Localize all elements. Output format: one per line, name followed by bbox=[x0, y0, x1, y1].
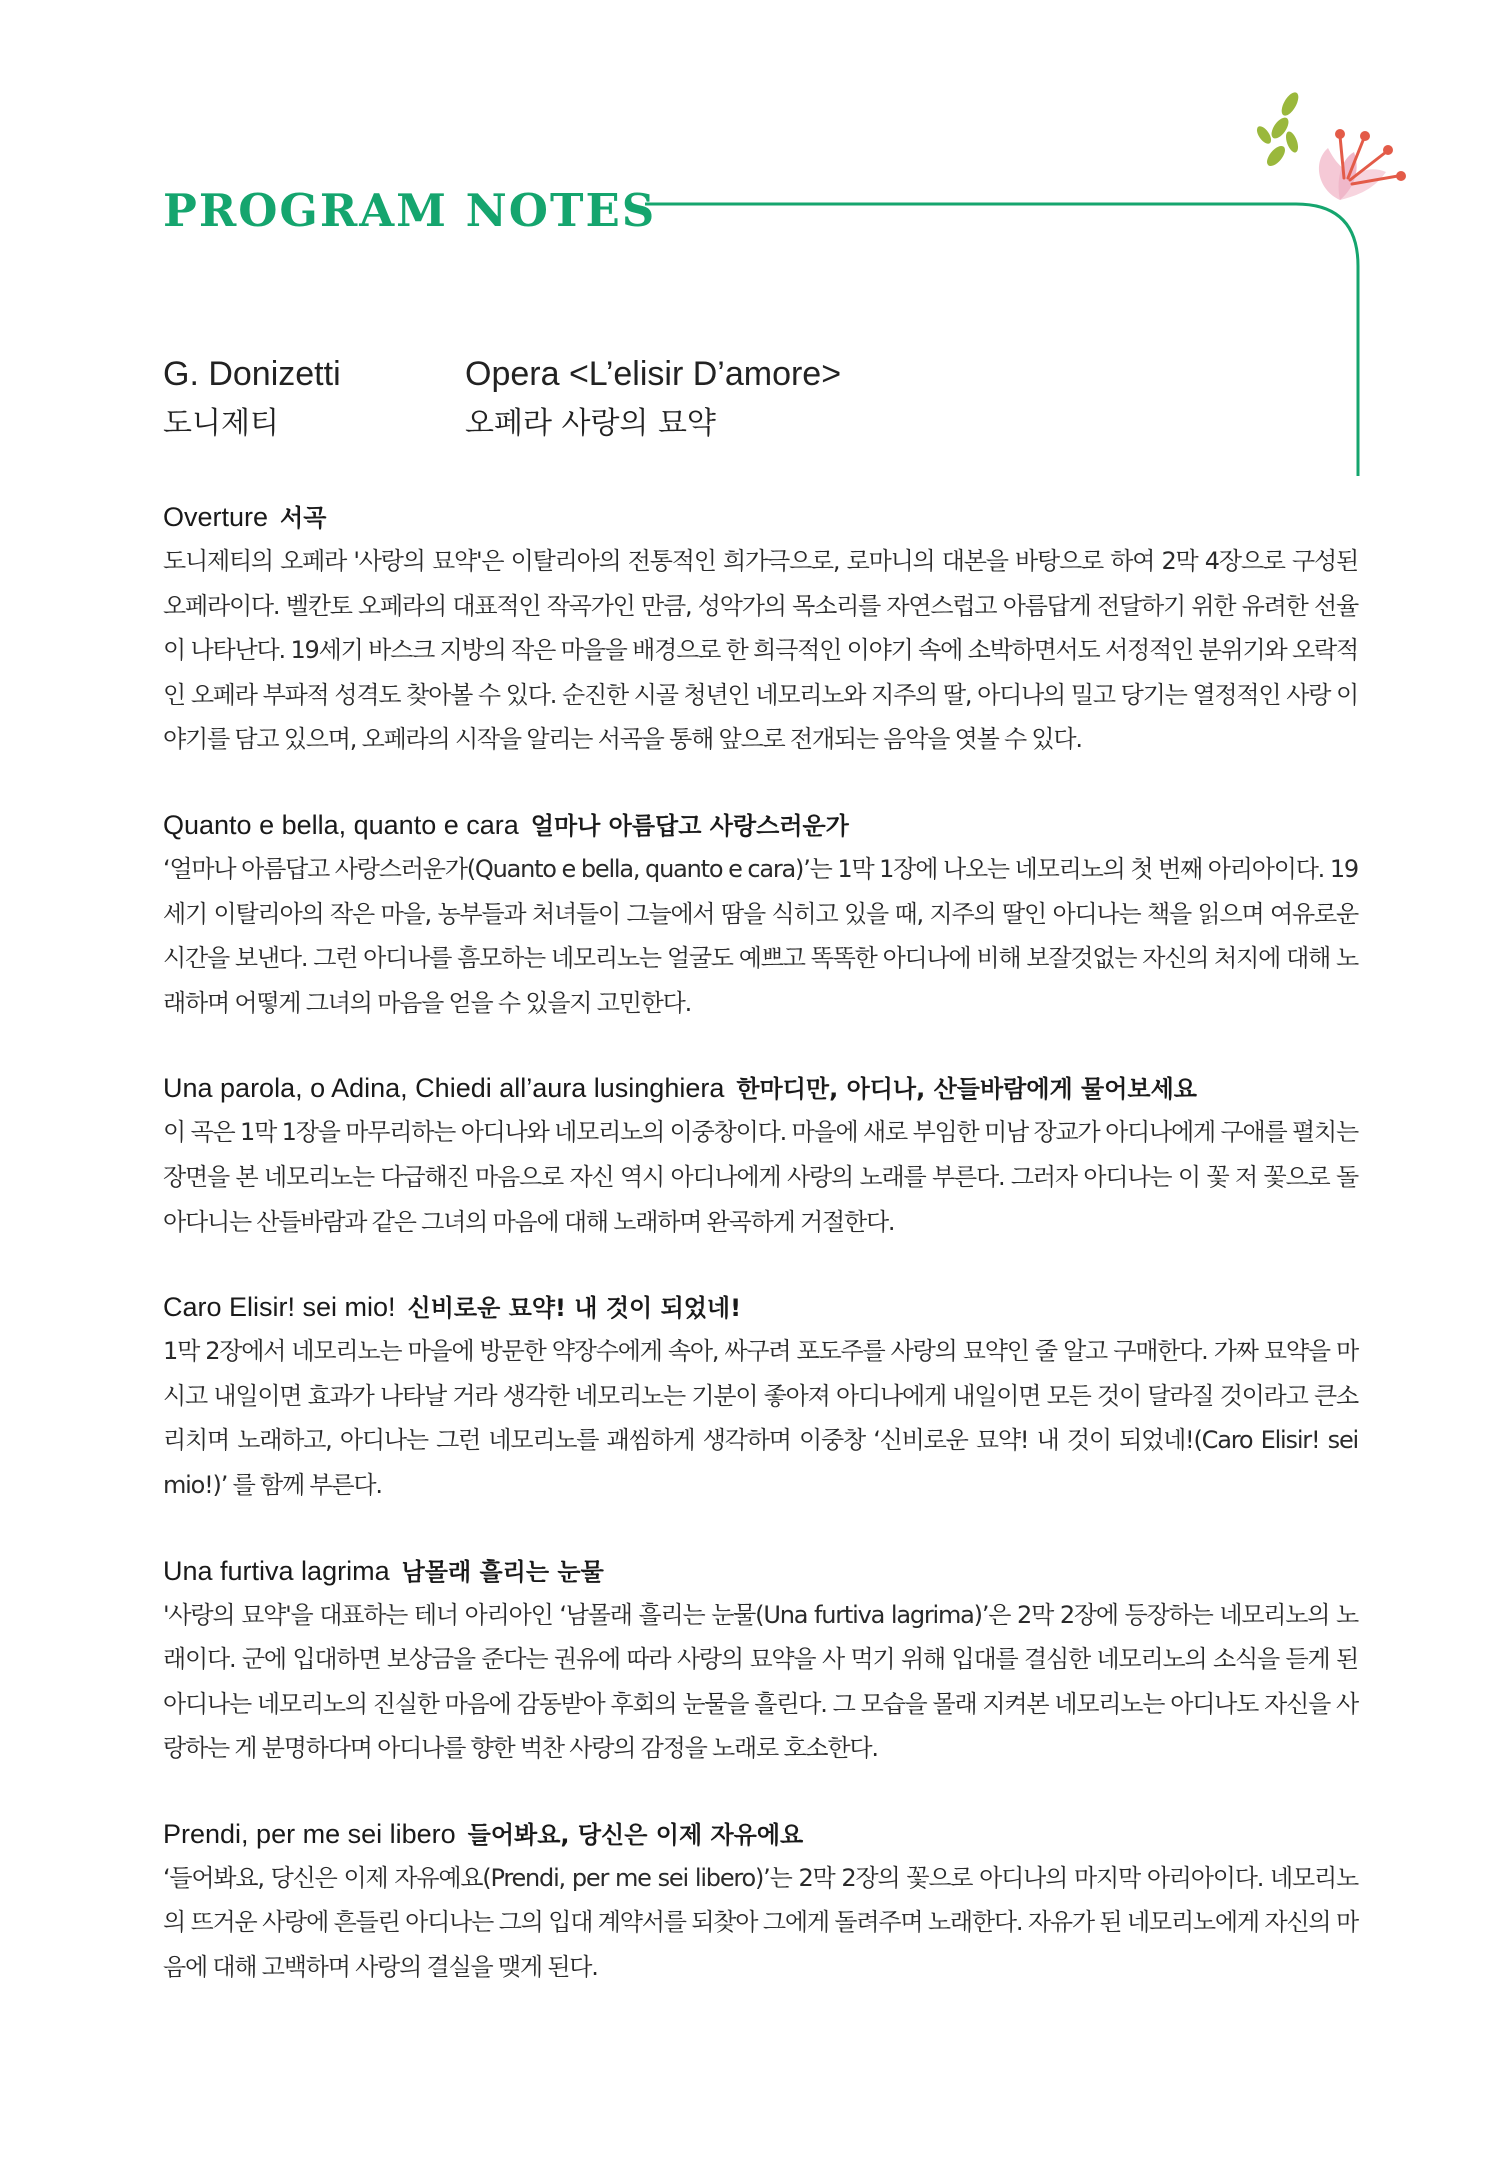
section-heading bbox=[163, 804, 1358, 847]
section-una-parola bbox=[163, 1067, 1358, 1244]
section-heading-ko: 신비로운 묘약! 내 것이 되었네! bbox=[407, 1294, 742, 1323]
section-heading bbox=[163, 496, 1358, 539]
section-heading bbox=[163, 1286, 1358, 1329]
section-body: ‘들어봐요, 당신은 이제 자유예요(Prendi, per me sei libero)’는 2막 2장의 꽃으로 아디나의 마지막 아리아이다. 네모리노의 뜨거운 사랑에 흔들린 아디나는 그의 입대 계약서를 되찾아 그에게 돌려주며 노래한다. 자유가 된 네모리노에게 자신의 마음에 대해 고백하며 사랑의 결실을 맺게 된다. bbox=[163, 1863, 1358, 1982]
section-heading-en: Caro Elisir! sei mio! bbox=[163, 1292, 396, 1323]
section-overture bbox=[163, 496, 1358, 762]
flower-icon bbox=[1240, 90, 1420, 220]
section-body: 도니제티의 오페라 '사랑의 묘약'은 이탈리아의 전통적인 희가극으로, 로마니의 대본을 바탕으로 하여 2막 4장으로 구성된 오페라이다. 벨칸토 오페라의 대표적인 작곡가인 만큼, 성악가의 목소리를 자연스럽고 아름답게 전달하기 위한 유려한 선율이 나타난다. 19세기 바스크 지방의 작은 마을을 배경으로 한 희극적인 이야기 속에 소박하면서도 서정적인 분위기와 오락적인 오페라 부파적 성격도 찾아볼 수 있다. 순진한 시골 청년인 네모리노와 지주의 딸, 아디나의 밀고 당기는 열정적인 사랑 이야기를 담고 있으며, 오페라의 시작을 알리는 서곡을 통해 앞으로 전개되는 음악을 엿볼 수 있다. bbox=[163, 547, 1358, 754]
section-heading-ko: 들어봐요, 당신은 이제 자유에요 bbox=[467, 1820, 804, 1849]
section-heading-ko: 얼마나 아름답고 사랑스러운가 bbox=[530, 811, 849, 840]
section-heading-en: Quanto e bella, quanto e cara bbox=[163, 809, 519, 840]
section-heading bbox=[163, 1067, 1358, 1110]
section-body: '사랑의 묘약'을 대표하는 테너 아리아인 ‘남몰래 흘리는 눈물(Una furtiva lagrima)’은 2막 2장에 등장하는 네모리노의 노래이다. 군에 입대하면 보상금을 준다는 권유에 따라 사랑의 묘약을 사 먹기 위해 입대를 결심한 네모리노의 소식을 듣게 된 아디나는 네모리노의 진실한 마음에 감동받아 후회의 눈물을 흘린다. 그 모습을 몰래 지켜본 네모리노는 아디나도 자신을 사랑하는 게 분명하다며 아디나를 향한 벅찬 사랑의 감정을 노래로 호소한다. bbox=[163, 1600, 1358, 1763]
composer-name-ko: 도니제티 bbox=[163, 406, 279, 441]
section-body: 1막 2장에서 네모리노는 마을에 방문한 약장수에게 속아, 싸구려 포도주를 사랑의 묘약인 줄 알고 구매한다. 가짜 묘약을 마시고 내일이면 효과가 나타날 거라 생각한 네모리노는 기분이 좋아져 아디나에게 내일이면 모든 것이 달라질 것이라고 큰소리치며 노래하고, 아디나는 그런 네모리노를 괘씸하게 생각하며 이중창 ‘신비로운 묘약! 내 것이 되었네!(Caro Elisir! sei mio!)’ 를 함께 부른다. bbox=[163, 1337, 1358, 1499]
section-heading-ko: 남몰래 흘리는 눈물 bbox=[401, 1557, 604, 1586]
section-una-furtiva-lagrima bbox=[163, 1550, 1358, 1771]
section-caro-elisir bbox=[163, 1286, 1358, 1507]
section-heading bbox=[163, 1550, 1358, 1593]
work-title-en: Opera <L’elisir D’amore> bbox=[465, 355, 842, 393]
section-body: 이 곡은 1막 1장을 마무리하는 아디나와 네모리노의 이중창이다. 마을에 새로 부임한 미남 장교가 아디나에게 구애를 펼치는 장면을 본 네모리노는 다급해진 마음으로 자신 역시 아디나에게 사랑의 노래를 부른다. 그러자 아디나는 이 꽃 저 꽃으로 돌아다니는 산들바람과 같은 그녀의 마음에 대해 노래하며 완곡하게 거절한다. bbox=[163, 1118, 1358, 1236]
section-heading-en: Una furtiva lagrima bbox=[163, 1555, 390, 1586]
section-heading-ko: 한마디만, 아디나, 산들바람에게 물어보세요 bbox=[736, 1075, 1197, 1104]
section-heading bbox=[163, 1813, 1358, 1856]
section-heading-en: Prendi, per me sei libero bbox=[163, 1818, 456, 1849]
section-heading-en: Overture bbox=[163, 502, 269, 532]
work-title-block bbox=[465, 352, 841, 444]
section-quanto-e-bella bbox=[163, 804, 1358, 1025]
program-notes-sections bbox=[163, 496, 1358, 2032]
section-body: ‘얼마나 아름답고 사랑스러운가(Quanto e bella, quanto e cara)’는 1막 1장에 나오는 네모리노의 첫 번째 아리아이다. 19세기 이탈리아의 작은 마을, 농부들과 처녀들이 그늘에서 땀을 식히고 있을 때, 지주의 딸인 아디나는 책을 읽으며 여유로운 시간을 보낸다. 그런 아디나를 흠모하는 네모리노는 얼굴도 예쁘고 똑똑한 아디나에 비해 보잘것없는 자신의 처지에 대해 노래하며 어떻게 그녀의 마음을 얻을 수 있을지 고민한다. bbox=[163, 854, 1358, 1017]
section-prendi bbox=[163, 1813, 1358, 1990]
section-heading-en: Una parola, o Adina, Chiedi all’aura lusinghiera bbox=[163, 1073, 725, 1104]
section-heading-ko: 서곡 bbox=[280, 504, 327, 532]
page-title: PROGRAM NOTES bbox=[163, 184, 657, 237]
composer-block bbox=[163, 352, 341, 444]
composer-name-en: G. Donizetti bbox=[163, 355, 341, 393]
work-title-ko: 오페라 사랑의 묘약 bbox=[465, 406, 716, 441]
